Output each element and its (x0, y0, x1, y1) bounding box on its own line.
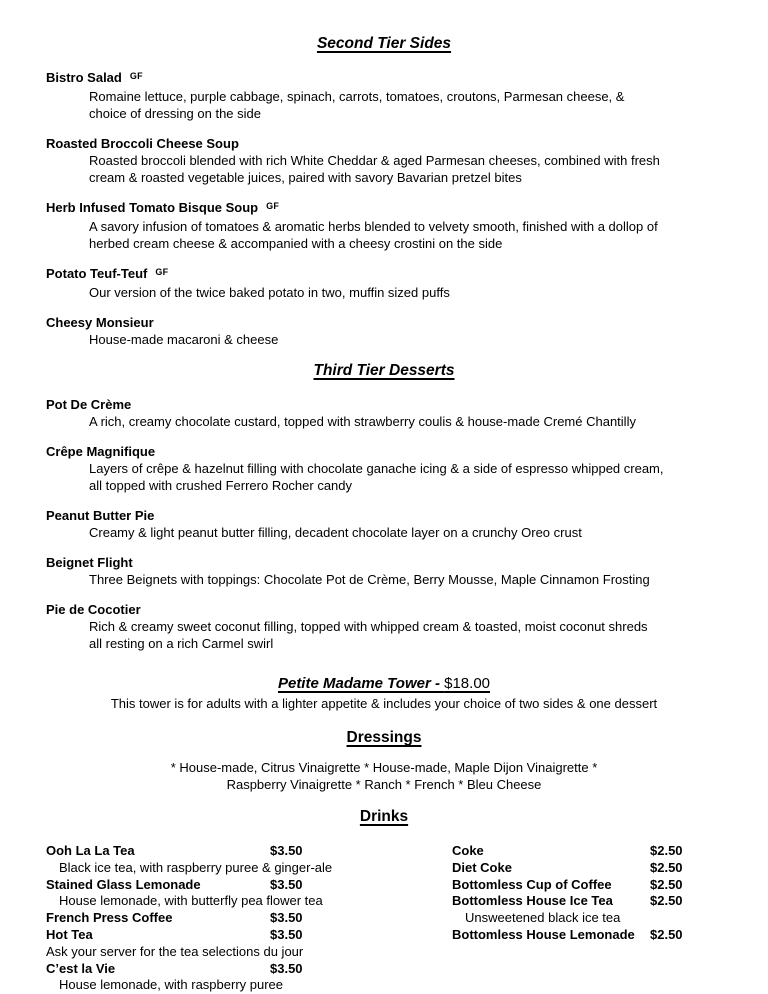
item-name-row (46, 396, 722, 413)
drink-price: $3.50 (270, 960, 303, 976)
menu-item-pot-de-creme (46, 396, 722, 430)
item-name-row (46, 507, 722, 524)
petite-tower-title: Petite Madame Tower - (277, 675, 445, 692)
menu-item-herb-infused-tomato-bisque-soup (46, 199, 722, 252)
petite-tower-underline (278, 675, 490, 692)
drink-row-diet-coke (452, 860, 742, 877)
drink-row-bottomless-cup-of-coffee (452, 877, 742, 894)
drink-name: Coke (452, 843, 484, 858)
drink-price: $2.50 (650, 893, 683, 909)
drink-row-hot-tea (46, 927, 386, 944)
drinks-columns (46, 843, 722, 994)
item-description (89, 284, 722, 301)
menu-item-bistro-salad (46, 69, 722, 122)
drink-row-bottomless-house-ice-tea (452, 893, 742, 910)
item-name: Crêpe Magnifique (46, 444, 156, 459)
drink-name: Stained Glass Lemonade (46, 876, 201, 892)
item-name-row (46, 601, 722, 618)
section-heading-second-tier-sides: Second Tier Sides (316, 35, 452, 52)
gluten-free-tag: GF (129, 70, 143, 81)
item-name-row (46, 69, 722, 88)
item-name-row (46, 135, 722, 152)
desc-line: herbed cream cheese & accompanied with a cheesy crostini on the side (89, 236, 503, 251)
petite-tower-description: This tower is for adults with a lighter appetite & includes your choice of two sides & one dessert (110, 696, 658, 711)
drink-description: House lemonade, with raspberry puree (59, 977, 284, 993)
desc-line: Our version of the twice baked potato in two, muffin sized puffs (89, 285, 450, 300)
menu-item-crepe-magnifique (46, 443, 722, 494)
drink-description: Black ice tea, with raspberry puree & ginger-ale (59, 859, 333, 875)
item-name-row (46, 199, 722, 218)
item-description (89, 413, 722, 430)
item-description (89, 460, 722, 494)
item-name-row (46, 265, 722, 284)
item-name: Potato Teuf-Teuf (46, 266, 148, 281)
drink-price: $2.50 (650, 843, 683, 858)
drink-row-bottomless-house-lemonade (452, 927, 742, 944)
desc-line: House-made macaroni & cheese (89, 332, 279, 347)
drink-price: $2.50 (650, 876, 683, 892)
desc-line: Creamy & light peanut butter filling, decadent chocolate layer on a crunchy Oreo crust (89, 525, 582, 540)
drink-name: Ooh La La Tea (46, 843, 135, 858)
item-name: Bistro Salad (46, 70, 122, 85)
desc-line: A savory infusion of tomatoes & aromatic herbs blended to velvety smooth, finished with a dollop of (89, 219, 658, 234)
desc-line: A rich, creamy chocolate custard, topped with strawberry coulis & house-made Cremé Chantilly (89, 414, 636, 429)
petite-tower-heading (46, 674, 722, 693)
item-name: Beignet Flight (46, 555, 133, 570)
drink-row-ooh-la-la-tea (46, 843, 386, 860)
desc-line: cream & roasted vegetable juices, paired with savory Bavarian pretzel bites (89, 170, 522, 185)
item-name: Peanut Butter Pie (46, 508, 155, 523)
menu-item-potato-teuf-teuf (46, 265, 722, 301)
drink-name: Bottomless Cup of Coffee (452, 876, 612, 892)
dressings-line: Raspberry Vinaigrette * Ranch * French * Bleu Cheese (226, 777, 542, 792)
drink-note: Ask your server for the tea selections du jour (46, 943, 304, 959)
drink-description: Unsweetened black ice tea (465, 910, 621, 926)
desc-line: Roasted broccoli blended with rich White Cheddar & aged Parmesan cheeses, combined with fresh (89, 153, 660, 168)
drinks-column-right (452, 843, 742, 994)
dressings-line: * House-made, Citrus Vinaigrette * House-made, Maple Dijon Vinaigrette * (170, 760, 598, 775)
desc-line: choice of dressing on the side (89, 106, 261, 121)
item-name: Herb Infused Tomato Bisque Soup (46, 200, 259, 215)
drink-name: Hot Tea (46, 926, 93, 942)
drinks-column-left (46, 843, 386, 994)
drink-row-french-press-coffee (46, 910, 386, 927)
drink-price: $3.50 (270, 926, 303, 942)
section-heading-drinks: Drinks (359, 808, 409, 825)
desc-line: Layers of crêpe & hazelnut filling with chocolate ganache icing & a side of espresso whipped cream, (89, 461, 664, 476)
item-name-row (46, 314, 722, 331)
menu-item-roasted-broccoli-cheese-soup (46, 135, 722, 186)
item-name-row (46, 443, 722, 460)
item-description (89, 618, 722, 652)
drink-description: House lemonade, with butterfly pea flower tea (59, 893, 323, 909)
section-heading-third-tier-desserts: Third Tier Desserts (313, 362, 455, 379)
item-description (89, 88, 722, 122)
gluten-free-tag: GF (266, 200, 280, 211)
section-heading-dressings: Dressings (346, 729, 422, 746)
desc-line: Romaine lettuce, purple cabbage, spinach, carrots, tomatoes, croutons, Parmesan cheese, & (89, 89, 625, 104)
desc-line: all resting on a rich Carmel swirl (89, 636, 274, 651)
drink-price: $3.50 (270, 876, 303, 892)
drink-row-coke (452, 843, 742, 860)
menu-item-peanut-butter-pie (46, 507, 722, 541)
desc-line: all topped with crushed Ferrero Rocher candy (89, 478, 353, 493)
dressings-list (46, 759, 722, 793)
drink-price: $2.50 (650, 926, 683, 942)
drink-name: Diet Coke (452, 859, 512, 875)
petite-tower-price: $18.00 (444, 675, 491, 692)
item-description (89, 571, 722, 588)
item-name-row (46, 554, 722, 571)
gluten-free-tag: GF (155, 266, 169, 277)
menu-item-pie-de-cocotier (46, 601, 722, 652)
item-description (89, 331, 722, 348)
drink-row-stained-glass-lemonade (46, 877, 386, 894)
drink-price: $3.50 (270, 843, 303, 858)
drink-name: Bottomless House Ice Tea (452, 893, 613, 909)
drink-price: $2.50 (650, 859, 683, 875)
item-name: Pot De Crème (46, 397, 132, 412)
item-description (89, 218, 722, 252)
menu-item-cheesy-monsieur (46, 314, 722, 348)
drink-row-cest-la-vie (46, 961, 386, 978)
drink-name: Bottomless House Lemonade (452, 926, 635, 942)
menu-item-beignet-flight (46, 554, 722, 588)
desc-line: Rich & creamy sweet coconut filling, topped with whipped cream & toasted, moist coconut shreds (89, 619, 648, 634)
item-name: Roasted Broccoli Cheese Soup (46, 136, 239, 151)
drink-price: $3.50 (270, 910, 303, 926)
item-name: Pie de Cocotier (46, 602, 141, 617)
drink-name: French Press Coffee (46, 910, 173, 926)
drink-name: C’est la Vie (46, 960, 116, 976)
item-name: Cheesy Monsieur (46, 315, 154, 330)
desc-line: Three Beignets with toppings: Chocolate Pot de Crème, Berry Mousse, Maple Cinnamon Frosting (89, 572, 650, 587)
item-description (89, 524, 722, 541)
item-description (89, 152, 722, 186)
